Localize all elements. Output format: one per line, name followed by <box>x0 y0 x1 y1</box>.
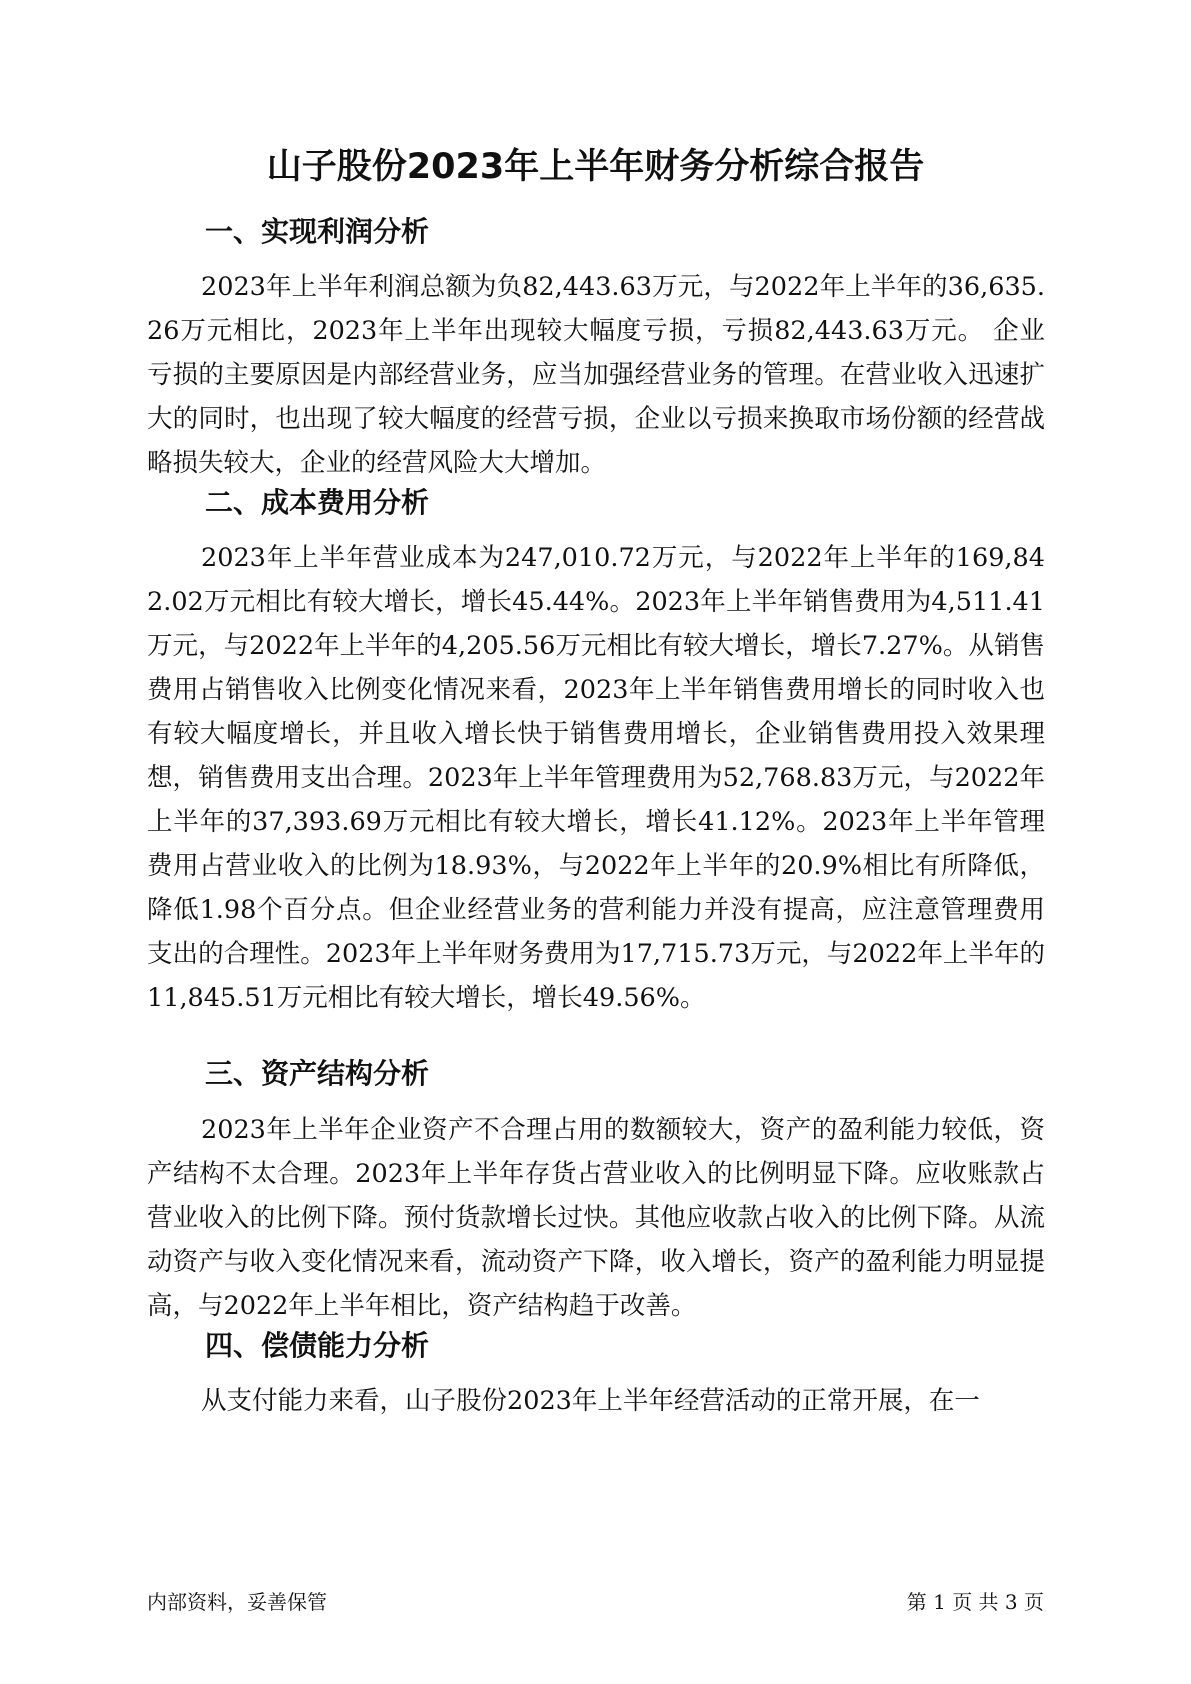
section-heading-solvency: 四、偿债能力分析 <box>205 1329 430 1362</box>
document-title: 山子股份2023年上半年财务分析综合报告 <box>266 147 925 187</box>
section-paragraph-asset-structure: 2023年上半年企业资产不合理占用的数额较大，资产的盈利能力较低，资产结构不太合理。2023年上半年存货占营业收入的比例明显下降。应收账款占营业收入的比例下降。预付货款增长过快。其他应收款占收入的比例下降。从流动资产与收入变化情况来看，流动资产下降，收入增长，资产的盈利能力明显提高，与2022年上半年相比，资产结构趋于改善。 <box>147 1115 1045 1321</box>
section-paragraph-profit: 2023年上半年利润总额为负82,443.63万元，与2022年上半年的36,635.26万元相比，2023年上半年出现较大幅度亏损，亏损82,443.63万元。 企业亏损的主要原因是内部经营业务，应当加强经营业务的管理。在营业收入迅速扩大的同时，也出现了较大幅度的经营亏损，企业以亏损来换取市场份额的经营战略损失较大，企业的经营风险大大增加。 <box>147 272 1045 478</box>
section-heading-profit: 一、实现利润分析 <box>205 215 430 248</box>
footer-page-number: 第 1 页 共 3 页 <box>906 1590 1044 1614</box>
section-paragraph-solvency: 从支付能力来看，山子股份2023年上半年经营活动的正常开展，在一 <box>201 1386 980 1416</box>
section-heading-cost: 二、成本费用分析 <box>205 486 430 519</box>
section-heading-asset-structure: 三、资产结构分析 <box>205 1057 430 1090</box>
section-paragraph-cost: 2023年上半年营业成本为247,010.72万元，与2022年上半年的169,842.02万元相比有较大增长，增长45.44%。2023年上半年销售费用为4,511.41万元，与2022年上半年的4,205.56万元相比有较大增长，增长7.27%。从销售费用占销售收入比例变化情况来看，2023年上半年销售费用增长的同时收入也有较大幅度增长，并且收入增长快于销售费用增长，企业销售费用投入效果理想，销售费用支出合理。2023年上半年管理费用为52,768.83万元，与2022年上半年的37,393.69万元相比有较大增长，增长41.12%。2023年上半年管理费用占营业收入的比例为18.93%，与2022年上半年的20.9%相比有所降低，降低1.98个百分点。但企业经营业务的营利能力并没有提高，应注意管理费用支出的合理性。2023年上半年财务费用为17,715.73万元，与2022年上半年的11,845.51万元相比有较大增长，增长49.56%。 <box>147 543 1045 1013</box>
footer-confidential-note: 内部资料，妥善保管 <box>147 1590 327 1614</box>
